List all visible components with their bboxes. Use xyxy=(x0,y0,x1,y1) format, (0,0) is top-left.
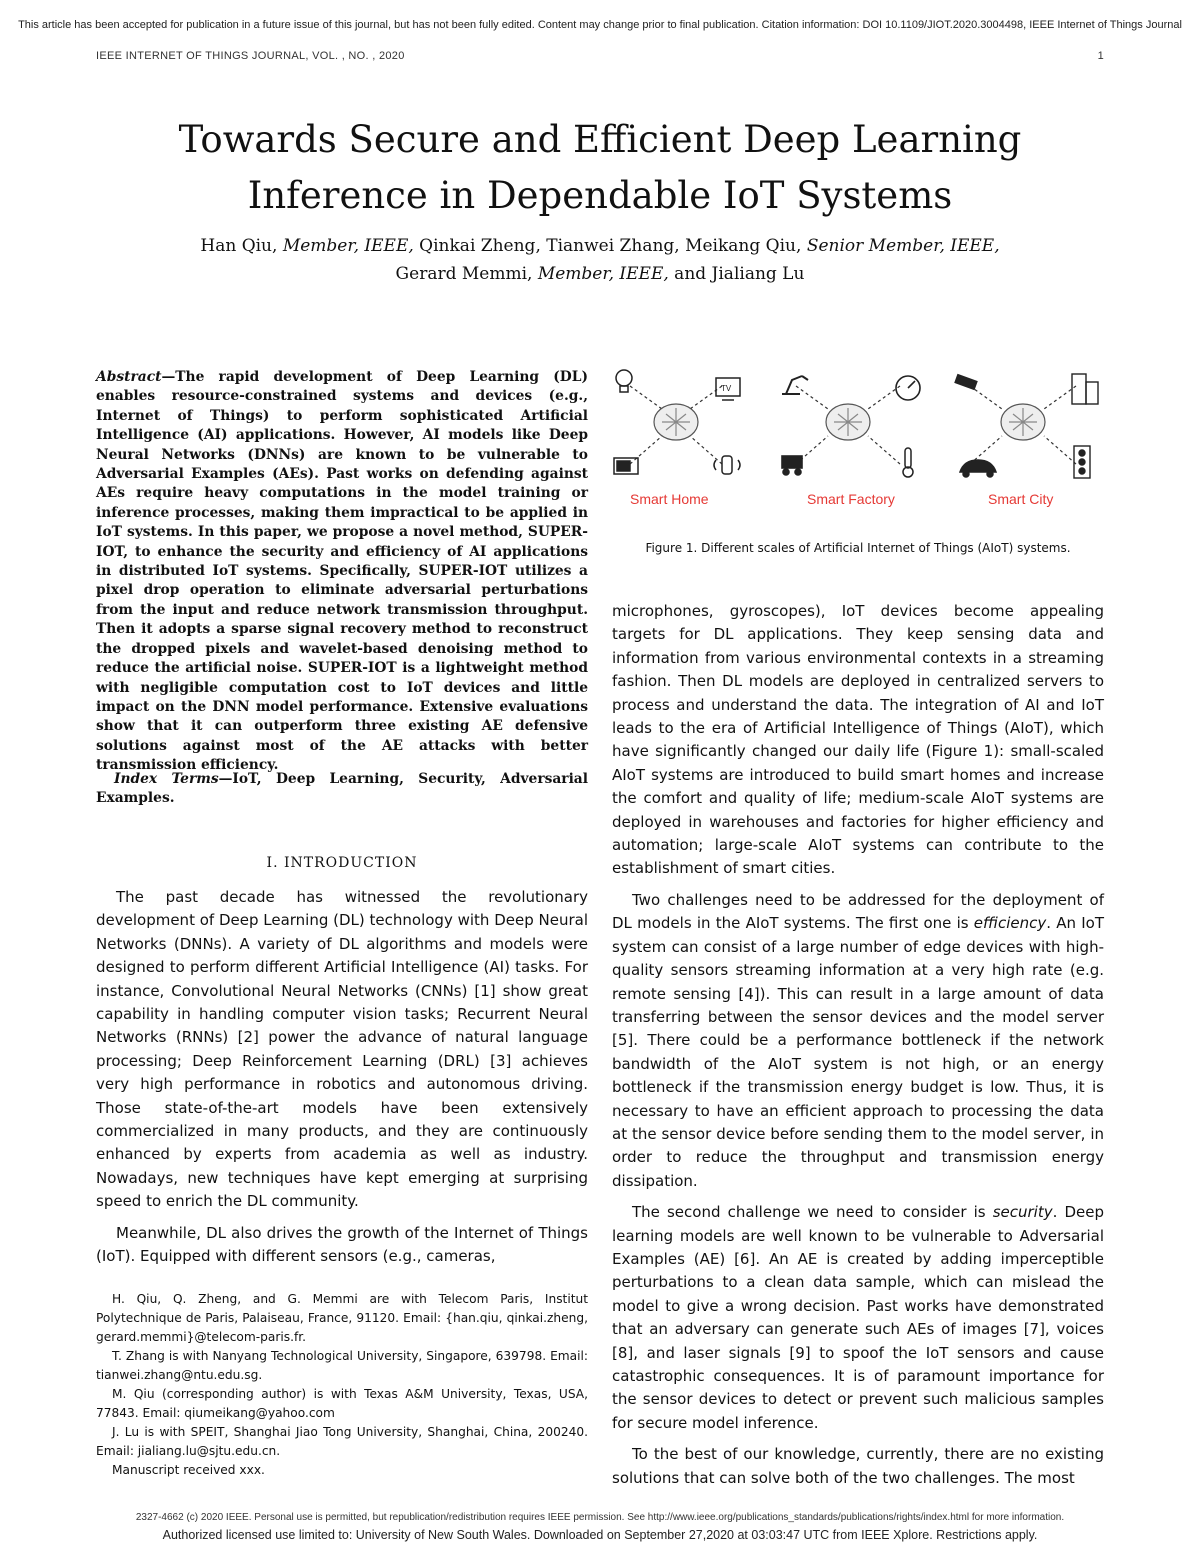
title-line-1: Towards Secure and Efficient Deep Learning xyxy=(178,118,1022,161)
section-heading: I. INTRODUCTION xyxy=(266,855,418,871)
paragraph xyxy=(612,889,1104,1193)
title-line-2: Inference in Dependable IoT Systems xyxy=(247,174,953,217)
author-name: Gerard Memmi, xyxy=(395,264,538,284)
author-name: Qinkai Zheng, Tianwei Zhang, Meikang Qiu, xyxy=(413,236,807,256)
abstract-text: —The rapid development of Deep Learning (DL) enables resource-constrained systems and devices (e.g., Internet of Things) to perform sophisticated Artificial Intelligence (AI) applications. However, AI models like Deep Neural Networks (DNNs) are known to be vulnerable to Adversarial Examples (AEs). Past works on defending against AEs require heavy computations in the model training or inference processes, making them impractical to be applied in IoT systems. In this paper, we propose a novel method, SUPER-IOT, to enhance the security and efficiency of AI applications in distributed IoT systems. Specifically, SUPER-IOT utilizes a pixel drop operation to eliminate adversarial perturbations from the input and reduce network transmission throughput. Then it adopts a sparse signal recovery method to reconstruct the dropped pixels and wavelet-based denoising method to reduce the artificial noise. SUPER-IOT is a lightweight method with negligible computation cost to IoT devices and little impact on the DNN model performance. Extensive evaluations show that it can outperform three existing AE defensive solutions against most of the AE attacks with better transmission efficiency. xyxy=(96,369,588,774)
abstract xyxy=(96,368,588,776)
paragraph: microphones, gyroscopes), IoT devices become appealing targets for DL applications. They keep sensing data and information from various environmental contexts in a streaming fashion. Then DL models are deployed in centralized servers to process and understand the data. The integration of AI and IoT leads to the era of Artificial Intelligence of Things (AIoT), which have significantly changed our daily life (Figure 1): small-scaled AIoT systems are introduced to build smart homes and increase the comfort and quality of life; medium-scale AIoT systems are deployed in warehouses and factories for higher efficiency and automation; large-scale AIoT systems can contribute to the establishment of smart cities. xyxy=(612,602,1104,878)
author-name: Han Qiu, xyxy=(200,236,283,256)
footnote: M. Qiu (corresponding author) is with Texas A&M University, Texas, USA, 77843. Email: qiumeikang@yahoo.com xyxy=(96,1387,588,1420)
acceptance-banner: This article has been accepted for publication in a future issue of this journal, but has not been fully edited. Content may change prior to final publication. Citation information: DOI 10.1109/JIOT.2020.3004498, IEEE Internet of Things Journal xyxy=(18,19,1182,31)
author-role: Member, IEEE, xyxy=(282,236,414,256)
author-role: Member, IEEE, xyxy=(537,264,669,284)
author-list xyxy=(60,232,1140,288)
forklift-icon xyxy=(782,456,802,475)
smart-factory-label: Smart Factory xyxy=(807,491,895,507)
author-name: and Jialiang Lu xyxy=(668,264,805,284)
text-run: . Deep learning models are well known to be vulnerable to Adversarial Examples (AE) [6]. An AE is created by adding imperceptible perturbations to a clean data sample, which can mislead the model to give a wrong decision. Past works have demonstrated that an adversary can generate such AEs of images [7], voices [8], and laser signals [9] to spoof the IoT sensors and cause catastrophic consequences. It is of paramount importance for the sensor devices to detect or prevent such malicious samples for secure model inference. xyxy=(612,1203,1104,1432)
copyright-footer: 2327-4662 (c) 2020 IEEE. Personal use is permitted, but republication/redistribution requires IEEE permission. See http://www.ieee.org/publications_standards/publications/rights/index.html for more information. xyxy=(135,1512,1065,1523)
smart-home-label: Smart Home xyxy=(630,491,709,507)
author-role: Senior Member, IEEE, xyxy=(806,236,1000,256)
emphasis: security xyxy=(992,1203,1053,1222)
page-number: 1 xyxy=(1097,50,1104,62)
brain-icon xyxy=(826,404,870,440)
abstract-label: Abstract xyxy=(96,369,162,385)
text-run: The second challenge we need to consider is xyxy=(632,1203,993,1222)
car-icon xyxy=(960,460,996,477)
camera-icon xyxy=(955,375,977,389)
text-run: Two challenges need to be addressed for the deployment of DL models in the AIoT systems. The first one is xyxy=(612,890,1104,933)
lightbulb-icon xyxy=(616,370,632,392)
paragraph xyxy=(612,1201,1104,1435)
index-terms xyxy=(96,770,588,809)
brain-icon xyxy=(1001,404,1045,440)
microwave-icon xyxy=(614,458,638,474)
footnote: J. Lu is with SPEIT, Shanghai Jiao Tong University, Shanghai, China, 200240. Email: jialiang.lu@sjtu.edu.cn. xyxy=(96,1425,588,1458)
aiot-figure xyxy=(610,364,1104,514)
brain-icon xyxy=(654,404,698,440)
right-column-text xyxy=(612,600,1104,1498)
index-terms-text: —IoT, Deep Learning, Security, Adversarial Examples. xyxy=(96,771,588,807)
paper-title xyxy=(60,112,1140,224)
smart-city-label: Smart City xyxy=(988,491,1054,507)
speaker-icon xyxy=(714,456,740,474)
footnotes xyxy=(96,1290,588,1480)
building-icon xyxy=(1072,374,1098,404)
footnote: T. Zhang is with Nanyang Technological University, Singapore, 639798. Email: tianwei.zhang@ntu.edu.sg. xyxy=(96,1349,588,1382)
license-footer: Authorized licensed use limited to: University of New South Wales. Downloaded on September 27,2020 at 03:03:47 UTC from IEEE Xplore. Restrictions apply. xyxy=(162,1528,1038,1542)
text-run: . An IoT system can consist of a large number of edge devices with high-quality sensors streaming information at a very high rate (e.g. remote sensing [4]). This can result in a large amount of data transferring between the sensor devices and the model server [5]. There could be a performance bottleneck if the network bandwidth of the AIoT system is not high, or an energy bottleneck if the transmission energy budget is low. Thus, it is necessary to have an efficient approach to processing the data at the sensor device before sending them to the model server, in order to reduce the throughput and transmission energy dissipation. xyxy=(612,914,1105,1190)
figure-caption: Figure 1. Different scales of Artificial Internet of Things (AIoT) systems. xyxy=(645,541,1071,555)
intro-text xyxy=(96,886,588,1277)
robot-arm-icon xyxy=(782,376,808,394)
author-line-1 xyxy=(60,232,1140,260)
traffic-light-icon xyxy=(1074,446,1090,478)
index-terms-label: Index Terms xyxy=(114,771,219,787)
journal-name: IEEE INTERNET OF THINGS JOURNAL, VOL. , NO. , 2020 xyxy=(96,50,405,62)
thermometer-icon xyxy=(903,448,913,477)
running-head xyxy=(96,50,1104,62)
paragraph: To the best of our knowledge, currently, there are no existing solutions that can solve both of the two challenges. The most xyxy=(612,1445,1104,1487)
paragraph: Meanwhile, DL also drives the growth of the Internet of Things (IoT). Equipped with different sensors (e.g., cameras, xyxy=(96,1223,588,1266)
footnote: Manuscript received xxx. xyxy=(112,1463,265,1477)
author-line-2 xyxy=(60,260,1140,288)
tv-icon xyxy=(716,378,740,400)
footnote: H. Qiu, Q. Zheng, and G. Memmi are with Telecom Paris, Institut Polytechnique de Paris, Palaiseau, France, 91120. Email: {han.qiu, qinkai.zheng, gerard.memmi}@telecom-paris.fr. xyxy=(96,1292,588,1344)
emphasis: efficiency xyxy=(973,914,1047,933)
gauge-icon xyxy=(896,376,920,400)
tv-label: TV xyxy=(721,384,732,393)
paragraph: The past decade has witnessed the revolutionary development of Deep Learning (DL) technology with Deep Neural Networks (DNNs). A variety of DL algorithms and models were designed to perform different Artificial Intelligence (AI) tasks. For instance, Convolutional Neural Networks (CNNs) [1] show great capability in handling computer vision tasks; Recurrent Neural Networks (RNNs) [2] power the advance of natural language processing; Deep Reinforcement Learning (DRL) [3] achieves very high performance in robotics and autonomous driving. Those state-of-the-art models have been extensively commercialized in many products, and they are continuously enhanced by experts from academia as well as industry. Nowadays, new techniques have kept emerging at surprising speed to enrich the DL community. xyxy=(96,888,588,1211)
